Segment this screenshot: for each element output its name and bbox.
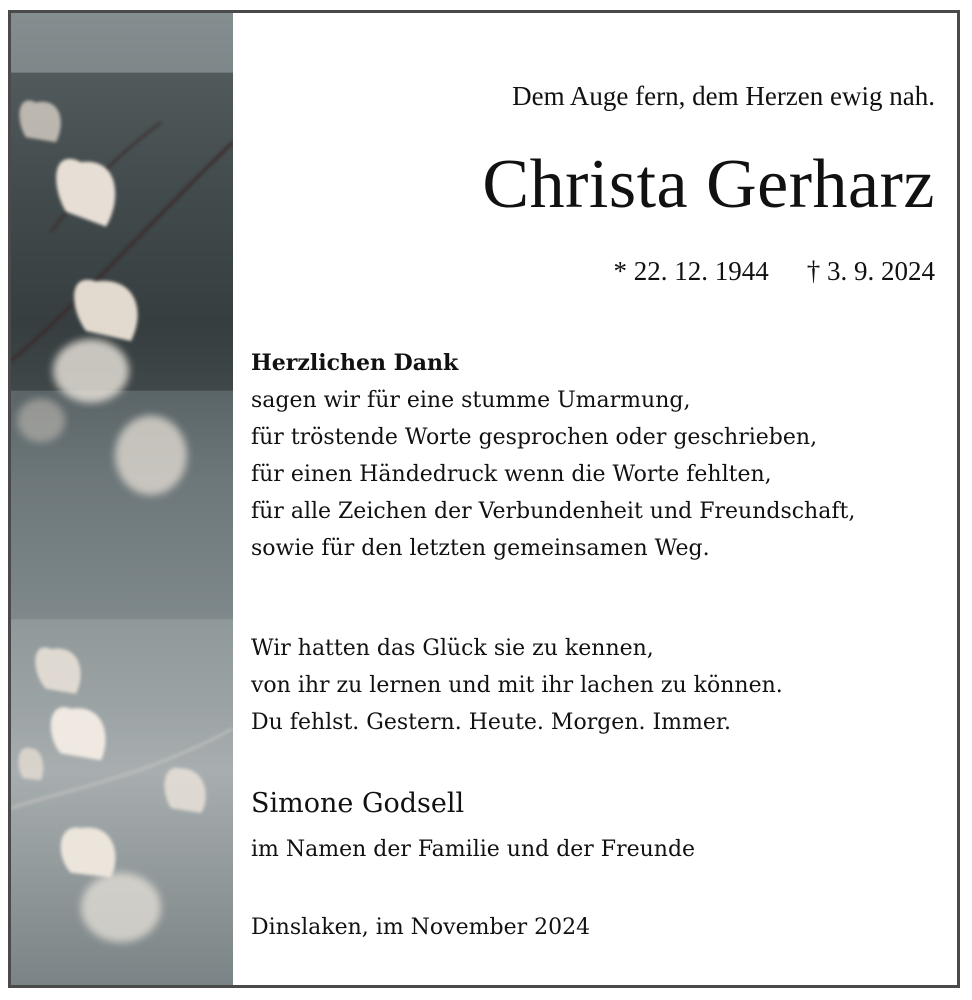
- remembrance-line: von ihr zu lernen und mit ihr lachen zu können.: [251, 673, 783, 698]
- thanks-text: [251, 345, 855, 567]
- text-column: [251, 13, 943, 985]
- thanks-line: sowie für den letzten gemeinsamen Weg.: [251, 536, 710, 561]
- motto: Dem Auge fern, dem Herzen ewig nah.: [512, 81, 935, 111]
- remembrance-line: Wir hatten das Glück sie zu kennen,: [251, 636, 654, 661]
- life-dates: [614, 256, 936, 287]
- thanks-line: für einen Händedruck wenn die Worte fehlten,: [251, 462, 772, 487]
- place-and-date: Dinslaken, im November 2024: [251, 915, 591, 940]
- thanks-line: für tröstende Worte gesprochen oder geschrieben,: [251, 425, 818, 450]
- thanks-line: für alle Zeichen der Verbundenheit und Freundschaft,: [251, 499, 856, 524]
- deceased-name: Christa Gerharz: [482, 146, 935, 223]
- obituary-frame: [8, 10, 960, 988]
- remembrance-line: Du fehlst. Gestern. Heute. Morgen. Immer.: [251, 710, 731, 735]
- ginkgo-leaves-image: [11, 13, 233, 985]
- signer-note: im Namen der Familie und der Freunde: [251, 837, 696, 862]
- death-date: † 3. 9. 2024: [806, 256, 935, 286]
- remembrance-text: [251, 630, 783, 741]
- thanks-heading: Herzlichen Dank: [251, 350, 459, 376]
- birth-date: * 22. 12. 1944: [613, 256, 769, 286]
- ginkgo-photo-panel: [11, 13, 233, 985]
- signer-name: Simone Godsell: [251, 788, 465, 819]
- thanks-line: sagen wir für eine stumme Umarmung,: [251, 388, 691, 413]
